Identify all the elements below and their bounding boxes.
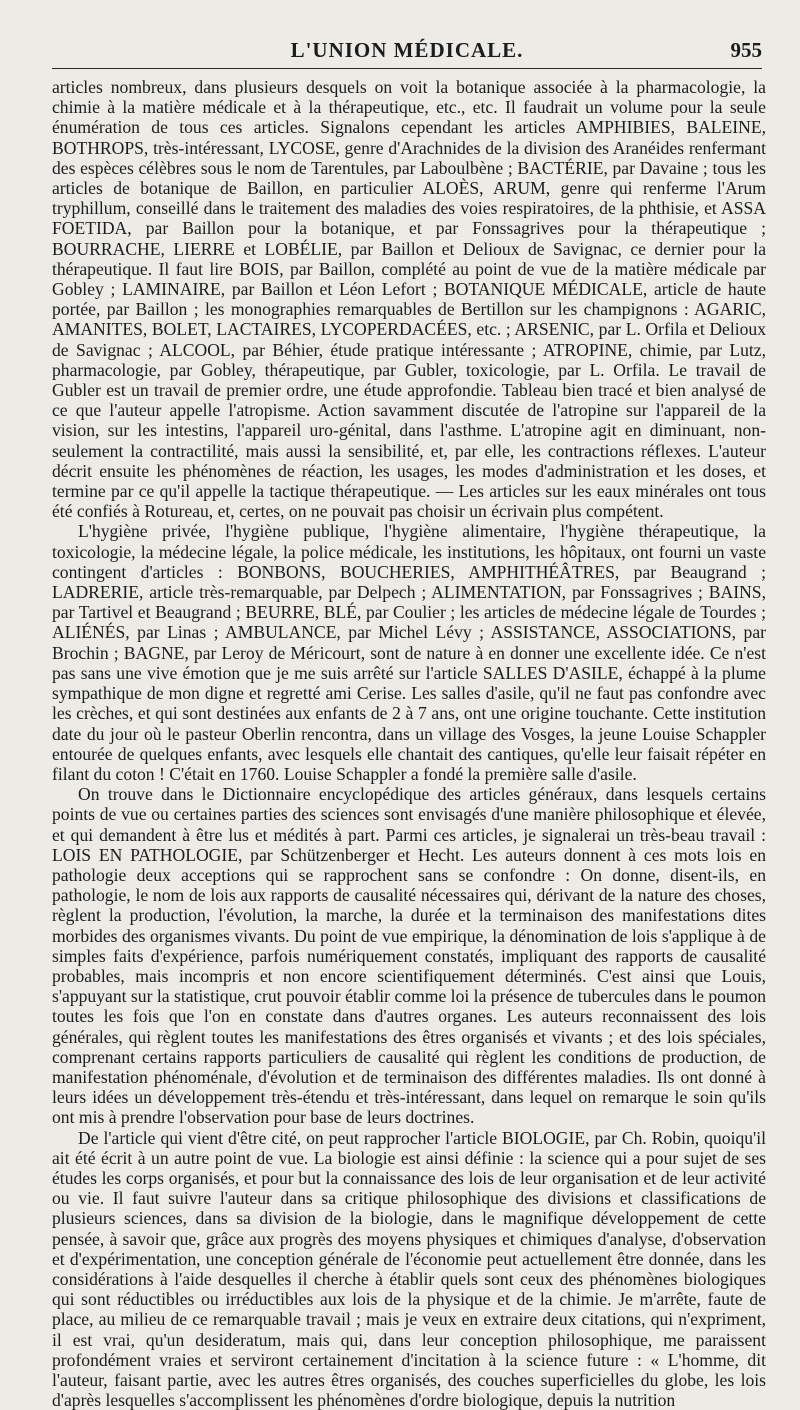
running-title: L'UNION MÉDICALE.: [290, 38, 524, 62]
page-header: [52, 36, 762, 69]
paragraph: articles nombreux, dans plusieurs desquels on voit la botanique associée à la pharmacologie, la chimie à la matière médicale et à la thérapeutique, etc., etc. Il faudrait un volume pour la seule énumération de tous ces articles. Signalons cependant les articles AMPHIBIES, BALEINE, BOTHROPS, très-intéressant, LYCOSE, genre d'Arachnides de la division des Aranéides renfermant des espèces célèbres sous le nom de Tarentules, par Laboulbène ; BACTÉRIE, par Davaine ; tous les articles de botanique de Baillon, en particulier ALOÈS, ARUM, genre qui renferme l'Arum tryphillum, conseillé dans le traitement des maladies des voies respiratoires, de la phthisie, et ASSA FOETIDA, par Baillon pour la botanique, et par Fonssagrives pour la thérapeutique ; BOURRACHE, LIERRE et LOBÉLIE, par Baillon et Delioux de Savignac, ce dernier pour la thérapeutique. Il faut lire BOIS, par Baillon, complété au point de vue de la matière médicale par Gobley ; LAMINAIRE, par Baillon et Léon Lefort ; BOTANIQUE MÉDICALE, article de haute portée, par Baillon ; les monographies remarquables de Bertillon sur les champignons : AGARIC, AMANITES, BOLET, LACTAIRES, LYCOPERDACÉES, etc. ; ARSENIC, par L. Orfila et Delioux de Savignac ; ALCOOL, par Béhier, étude pratique intéressante ; ATROPINE, chimie, par Lutz, pharmacologie, par Gobley, thérapeutique, par Gubler, toxicologie, par L. Orfila. Le travail de Gubler est un travail de premier ordre, une étude approfondie. Tableau bien tracé et bien analysé de ce que l'auteur appelle l'atropisme. Action savamment discutée de l'atropine sur l'appareil de la vision, sur les intestins, l'appareil uro-génital, dans l'asthme. L'atropine agit en diminuant, non-seulement la contractilité, mais aussi la sensibilité, et, par elle, les contractions réflexes. L'auteur décrit ensuite les phénomènes de réaction, les usages, les modes d'administration et les doses, et termine par ce qu'il appelle la tactique thérapeutique. — Les articles sur les eaux minérales ont tous été confiés à Rotureau, et, certes, on ne pouvait pas choisir un écrivain plus compétent.: [52, 77, 766, 522]
page-number: 955: [730, 38, 762, 62]
paragraph: De l'article qui vient d'être cité, on peut rapprocher l'article BIOLOGIE, par Ch. Robin, quoiqu'il ait été écrit à un autre point de vue. La biologie est ainsi définie : la science qui a pour sujet de ses études les corps organisés, et pour but la connaissance des lois de leur organisation et de leur activité ou vie. Il faut suivre l'auteur dans sa critique philosophique des divisions et classifications de plusieurs sciences, dans sa division de la biologie, dans le magnifique développement de cette pensée, à savoir que, grâce aux progrès des moyens physiques et chimiques d'analyse, d'observation et d'expérimentation, une conception générale de l'économie peut actuellement être donnée, dans les considérations à l'aide desquelles il cherche à établir quels sont ceux des phénomènes biologiques qui sont réductibles ou irréductibles aux lois de la physique et de la chimie. Je m'arrête, faute de place, au milieu de ce remarquable travail ; mais je veux en extraire deux citations, qui n'expriment, il est vrai, qu'un desideratum, mais qui, dans leur conception philosophique, me paraissent profondément vraies et serviront certainement d'incitation à la science future : « L'homme, dit l'auteur, faisant partie, avec les autres êtres organisés, des couches superficielles du globe, les lois d'après lesquelles s'accomplissent les phénomènes d'ordre biologique, depuis la nutrition: [52, 1127, 766, 1410]
paragraph: On trouve dans le Dictionnaire encyclopédique des articles généraux, dans lesquels certains points de vue ou certaines parties des sciences sont envisagés d'une manière philosophique et élevée, et qui demandent à être lus et médités à part. Parmi ces articles, je signalerai un très-beau travail : LOIS EN PATHOLOGIE, par Schützenberger et Hecht. Les auteurs donnent à ces mots lois en pathologie deux acceptions qui se rapprochent sans se confondre : On donne, disent-ils, en pathologie, le nom de lois aux rapports de causalité nécessaires qui, dérivant de la nature des choses, règlent la production, l'évolution, la marche, la durée et la terminaison des manifestations dites morbides des organismes vivants. Du point de vue empirique, la dénomination de lois s'applique à de simples faits d'expérience, parfois numériquement constatés, impliquant des rapports de causalité probables, mais incompris et non encore scientifiquement déterminés. C'est ainsi que Louis, s'appuyant sur la statistique, crut pouvoir établir comme loi la présence de tubercules dans le poumon toutes les fois que l'on en constate dans d'autres organes. Les auteurs reconnaissent des lois générales, qui règlent toutes les manifestations des êtres organisés et vivants ; et des lois spéciales, comprenant certains rapports particuliers de causalité qui règlent les conditions de production, de manifestation phénoménale, d'évolution et de terminaison des différentes maladies. Ils ont donné à leurs idées un développement très-étendu et très-intéressant, dans lequel on remarque le soin qu'ils ont mis à prendre l'observation pour base de leurs doctrines.: [52, 784, 766, 1128]
paragraph: L'hygiène privée, l'hygiène publique, l'hygiène alimentaire, l'hygiène thérapeutique, la toxicologie, la médecine légale, la police médicale, les institutions, les hôpitaux, ont fourni un vaste contingent d'articles : BONBONS, BOUCHERIES, AMPHITHÉÂTRES, par Beaugrand ; LADRERIE, article très-remarquable, par Delpech ; ALIMENTATION, par Fonssagrives ; BAINS, par Tartivel et Beaugrand ; BEURRE, BLÉ, par Coulier ; les articles de médecine légale de Tourdes ; ALIÉNÉS, par Linas ; AMBULANCE, par Michel Lévy ; ASSISTANCE, ASSOCIATIONS, par Brochin ; BAGNE, par Leroy de Méricourt, sont de nature à en donner une excellente idée. Ce n'est pas sans une vive émotion que je me suis arrêté sur l'article SALLES D'ASILE, échappé à la plume sympathique de mon digne et regretté ami Cerise. Les salles d'asile, qu'il ne faut pas confondre avec les crèches, et qui sont destinées aux enfants de 2 à 7 ans, ont une origine touchante. Cette institution date du jour où le pasteur Oberlin rencontra, dans un village des Vosges, la jeune Louise Schappler entourée de quelques enfants, avec lesquels elle chantait des cantiques, qu'elle leur faisait répéter en filant du coton ! C'était en 1760. Louise Schappler a fondé la première salle d'asile.: [52, 521, 766, 784]
article-body: [52, 77, 766, 1410]
